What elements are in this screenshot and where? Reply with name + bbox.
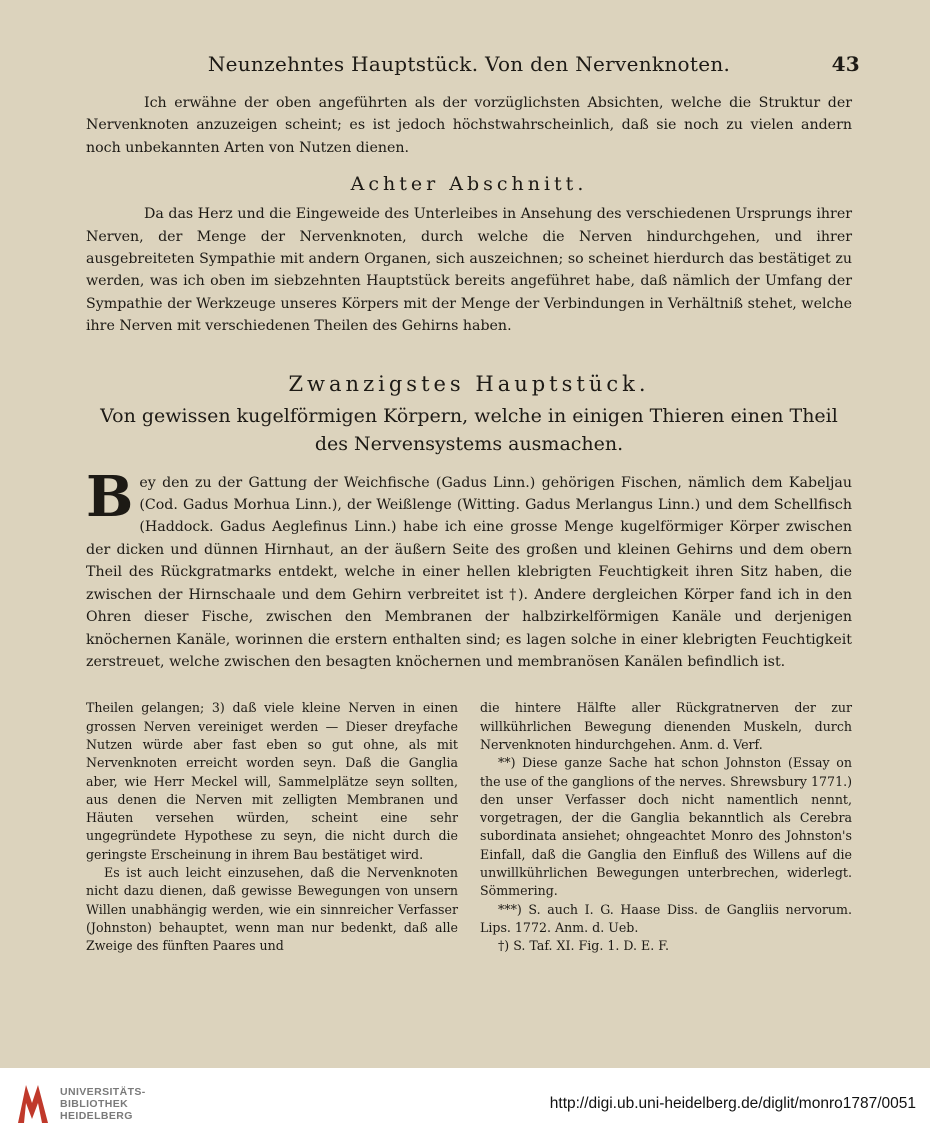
- library-name: [60, 1086, 146, 1122]
- footnote-paragraph: die hintere Hälfte aller Rückgratnerven der zur willkührlichen Bewegung dienenden Muskeln, durch Nervenknoten hindurchgehen. Anm. d. Verf.: [480, 700, 852, 752]
- drop-cap: B: [86, 463, 134, 530]
- library-name-line: UNIVERSITÄTS-: [60, 1086, 146, 1098]
- intro-paragraph: Ich erwähne der oben angeführten als der vorzüglichsten Absichten, welche die Struktur der Nervenknoten anzuzeigen scheint; es ist jedoch höchstwahrscheinlich, daß sie noch zu vielen andern noch unbekannten Arten von Nutzen dienen.: [86, 95, 852, 156]
- footnotes-left-column: [86, 699, 458, 955]
- footnote-paragraph: **) Diese ganze Sache hat schon Johnston (Essay on the use of the ganglions of the nerves. Shrewsbury 1771.) den unser Verfasser doch nicht namentlich nennt, vorgetragen, der die Ganglia bekanntlich als Cerebra subordinata ansiehet; ohngeachtet Monro des Johnston's Einfall, daß die Ganglia den Einfluß des Willens auf die unwillkührlichen Bewegungen unterbrechen, widerlegt. Sömmering.: [480, 755, 852, 899]
- footnote-paragraph: ***) S. auch I. G. Haase Diss. de Gangliis nervorum. Lips. 1772. Anm. d. Ueb.: [480, 901, 852, 935]
- chapter-body: ey den zu der Gattung der Weichfische (Gadus Linn.) gehörigen Fischen, nämlich dem Kabeljau (Cod. Gadus Morhua Linn.), der Weißlenge (Witting. Gadus Merlangus Linn.) und dem Schellfisch (Haddock. Gadus Aeglefinus Linn.) habe ich eine grosse Menge kugelförmiger Körper zwischen der dicken und dünnen Hirnhaut, an der äußern Seite des großen und kleinen Gehirns und dem obern Theil des Rückgratmarks entdekt, welche in einer hellen klebrigten Feuchtigkeit ihren Sitz haben, die zwischen der Hirnschaale und dem Gehirn verbreitet ist †). Andere dergleichen Körper fand ich in den Ohren dieser Fische, zwischen den Membranen der halbzirkelförmigen Kanäle und derjenigen knöchernen Kanäle, worinnen die erstern enthalten sind; es lagen solche in einer klebrigten Feuchtigkeit zerstreuet, welche zwischen den besagten knöchernen und membranösen Kanälen befindlich ist.: [86, 474, 852, 670]
- library-name-line: BIBLIOTHEK: [60, 1098, 129, 1110]
- page-number: 43: [831, 52, 860, 76]
- running-header: [86, 52, 860, 76]
- library-logo-icon: [14, 1081, 52, 1127]
- section-title: Achter Abschnitt.: [350, 173, 588, 196]
- footnote-paragraph: †) S. Taf. XI. Fig. 1. D. E. F.: [498, 938, 669, 954]
- footnotes-right-column: [480, 699, 852, 955]
- chapter-subtitle: Von gewissen kugelförmigen Körpern, welche in einigen Thieren einen Theil des Nervensystems ausmachen.: [100, 404, 838, 455]
- footnote-paragraph: Theilen gelangen; 3) daß viele kleine Nerven in einen grossen Nerven vereiniget werden — Dieser dreyfache Nutzen würde aber fast eben so gut ohne, als mit Nervenknoten erreicht worden seyn. Daß die Ganglia aber, wie Herr Meckel will, Sammelplätze seyn sollten, aus denen die Nerven mit zelligten Membranen und Häuten versehen würden, scheint eine sehr ungegründete Hypothese zu seyn, die nicht durch die geringste Erscheinung in ihrem Bau bestätiget wird.: [86, 700, 458, 862]
- library-logo[interactable]: [14, 1081, 146, 1127]
- section-body: Da das Herz und die Eingeweide des Unterleibes in Ansehung des verschiedenen Ursprungs ihrer Nerven, der Menge der Nervenknoten, durch welche die Nerven hindurchgehen, und ihrer ausgebreiteten Sympathie mit andern Organen, sich auszeichnen; so scheinet hierdurch das bestätiget zu werden, was ich oben im siebzehnten Hauptstück bereits angeführet habe, daß nämlich der Umfang der Sympathie der Werkzeuge unseres Körpers mit der Menge der Verbindungen in Verhältniß stehet, welche ihre Nerven mit verschiedenen Theilen des Gehirns haben.: [86, 206, 852, 335]
- permalink-url[interactable]: http://digi.ub.uni-heidelberg.de/diglit/monro1787/0051: [549, 1095, 916, 1112]
- chapter-body-wrap: [86, 463, 852, 674]
- footnote-paragraph: Es ist auch leicht einzusehen, daß die Nervenknoten nicht dazu dienen, daß gewisse Bewegungen von unsern Willen unabhängig werden, wie ein sinnreicher Verfasser (Johnston) behauptet, wenn man nur bedenkt, daß alle Zweige des fünften Paares und: [86, 864, 458, 954]
- chapter-title: Zwanzigstes Hauptstück.: [288, 371, 650, 396]
- running-title: Neunzehntes Hauptstück. Von den Nervenknoten.: [207, 52, 731, 76]
- library-footer: [0, 1068, 930, 1140]
- library-name-line: HEIDELBERG: [60, 1110, 133, 1122]
- footnotes: [86, 699, 852, 955]
